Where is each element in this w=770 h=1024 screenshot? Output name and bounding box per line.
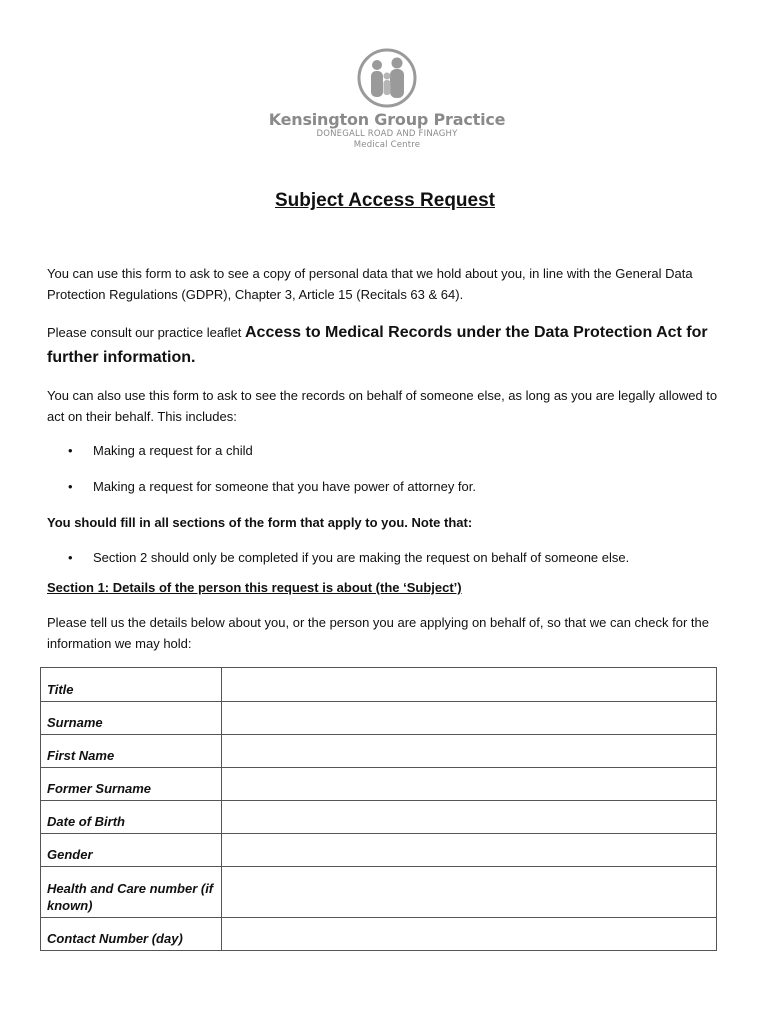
table-row: [41, 735, 717, 768]
table-row: [41, 768, 717, 801]
field-label: Title: [41, 668, 222, 702]
list-item-text: Making a request for someone that you have power of attorney for.: [93, 479, 476, 494]
practice-centre: Medical Centre: [353, 140, 421, 150]
consult-prefix: Please consult our practice leaflet: [47, 325, 245, 340]
table-row: [41, 668, 717, 702]
practice-name: Kensington Group Practice: [268, 110, 506, 129]
field-label: Former Surname: [41, 768, 222, 801]
section-1-instructions: Please tell us the details below about you, or the person you are applying on behalf of, so that we can check for the information we may hold:: [47, 615, 709, 651]
bullet-icon: •: [68, 550, 73, 565]
date-of-birth-field[interactable]: [222, 801, 717, 834]
practice-subtitle: DONEGALL ROAD AND FINAGHY: [316, 129, 458, 139]
health-care-number-field[interactable]: [222, 867, 717, 918]
table-row: [41, 834, 717, 867]
page-title: Subject Access Request: [275, 190, 495, 211]
contact-number-field[interactable]: [222, 918, 717, 951]
list-item-text: Making a request for a child: [93, 443, 253, 458]
list-item-text: Section 2 should only be completed if you are making the request on behalf of someone else.: [93, 550, 630, 565]
title-field[interactable]: [222, 668, 717, 702]
field-label: Gender: [41, 834, 222, 867]
consult-paragraph: [47, 320, 732, 370]
bullet-icon: •: [68, 479, 73, 494]
subject-details-table: [40, 667, 717, 951]
table-row: [41, 702, 717, 735]
former-surname-field[interactable]: [222, 768, 717, 801]
practice-logo: [262, 48, 512, 160]
family-logo-icon: [355, 48, 419, 108]
surname-field[interactable]: [222, 702, 717, 735]
table-row: [41, 867, 717, 918]
intro-paragraph: You can use this form to ask to see a copy of personal data that we hold about you, in line with the General Data Protection Regulations (GDPR), Chapter 3, Article 15 (Recitals 63 & 64).: [47, 266, 693, 302]
field-label: Surname: [41, 702, 222, 735]
gender-field[interactable]: [222, 834, 717, 867]
leaflet-title: Access to Medical Records under the Data Protection Act for further information.: [47, 324, 708, 366]
field-label: Date of Birth: [41, 801, 222, 834]
section-1-heading: Section 1: Details of the person this request is about (the ‘Subject’): [47, 580, 462, 595]
field-label: First Name: [41, 735, 222, 768]
bullet-icon: •: [68, 443, 73, 458]
table-row: [41, 801, 717, 834]
field-label: Health and Care number (if known): [41, 867, 222, 918]
behalf-paragraph: You can also use this form to ask to see the records on behalf of someone else, as long as you are legally allowed to act on their behalf. This includes:: [47, 388, 718, 424]
field-label: Contact Number (day): [41, 918, 222, 951]
table-row: [41, 918, 717, 951]
fill-note: You should fill in all sections of the form that apply to you. Note that:: [47, 515, 473, 530]
first-name-field[interactable]: [222, 735, 717, 768]
